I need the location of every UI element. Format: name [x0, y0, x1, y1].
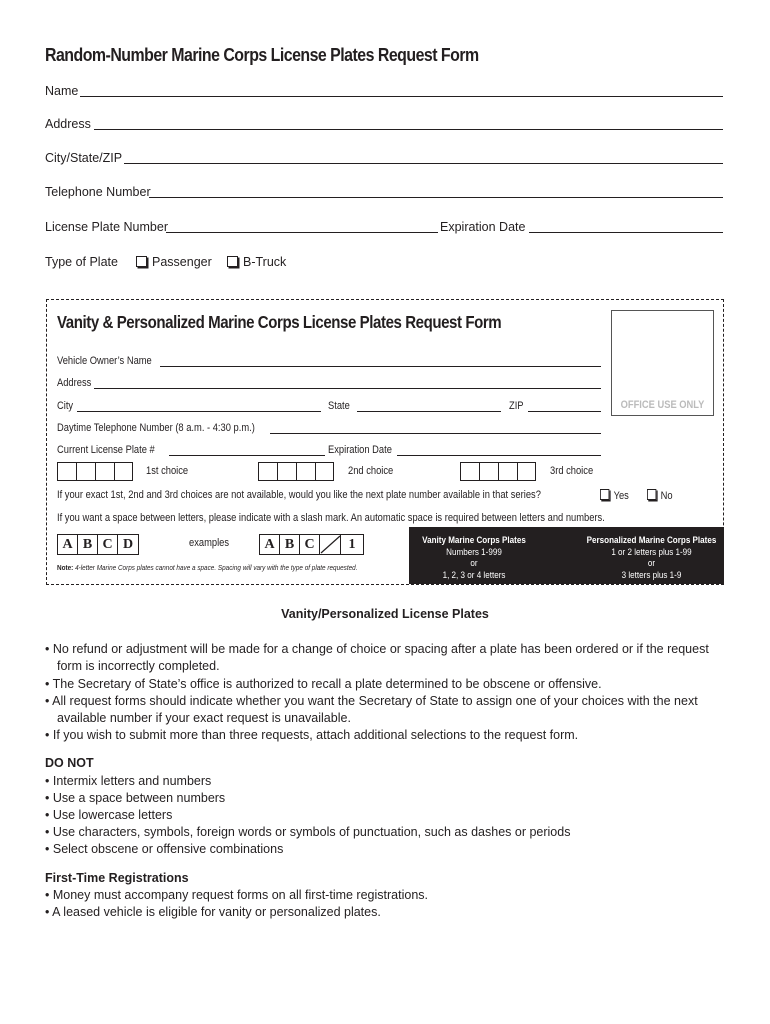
do-not-item: • Use lowercase letters	[45, 808, 173, 822]
owner-name-label: Vehicle Owner’s Name	[57, 355, 152, 367]
second-choice-cells[interactable]	[258, 462, 334, 481]
current-plate-field[interactable]	[169, 455, 325, 456]
first-time-item: • A leased vehicle is eligible for vanity or personalized plates.	[45, 905, 381, 919]
expiration-label: Expiration Date	[440, 220, 526, 234]
type-of-plate-label: Type of Plate	[45, 255, 118, 269]
do-not-item: • Use characters, symbols, foreign words or symbols of punctuation, such as dashes or periods	[45, 825, 571, 839]
plate-format-box	[409, 527, 724, 584]
example-plate-abc1: A B C 1	[259, 534, 364, 555]
office-use-box	[611, 310, 714, 416]
bullet-assign-cont: available number if your exact request is unavailable.	[57, 711, 351, 725]
vanity-state-label: State	[328, 400, 350, 412]
vanity-expiration-label: Expiration Date	[328, 444, 392, 456]
do-not-item: • Select obscene or offensive combinations	[45, 842, 284, 856]
random-form-title: Random-Number Marine Corps License Plates Request Form	[45, 44, 479, 65]
second-choice-label: 2nd choice	[348, 465, 394, 477]
no-checkbox[interactable]	[647, 489, 656, 500]
vanity-address-label: Address	[57, 377, 92, 389]
bullet-no-refund-cont: form is incorrectly completed.	[57, 659, 220, 673]
telephone-label: Telephone Number	[45, 185, 151, 199]
daytime-phone-field[interactable]	[270, 433, 601, 434]
yes-option[interactable]	[600, 489, 629, 502]
office-use-label: OFFICE USE ONLY	[620, 399, 705, 411]
plate-number-field[interactable]	[166, 232, 438, 233]
b-truck-option[interactable]	[227, 255, 286, 269]
no-option[interactable]	[647, 489, 673, 502]
third-choice-label: 3rd choice	[550, 465, 594, 477]
first-choice-cells[interactable]	[57, 462, 133, 481]
vanity-zip-field[interactable]	[528, 411, 601, 412]
do-not-heading: DO NOT	[45, 756, 94, 770]
vanity-address-field[interactable]	[94, 388, 601, 389]
passenger-option[interactable]	[136, 255, 212, 269]
b-truck-label: B-Truck	[243, 255, 287, 269]
address-field[interactable]	[94, 129, 723, 130]
plate-number-label: License Plate Number	[45, 220, 168, 234]
passenger-checkbox[interactable]	[136, 256, 147, 267]
telephone-field[interactable]	[149, 197, 723, 198]
passenger-label: Passenger	[152, 255, 212, 269]
first-time-heading: First-Time Registrations	[45, 871, 189, 885]
vanity-format-column: Vanity Marine Corps Plates Numbers 1-999 or 1, 2, 3 or 4 letters	[422, 535, 526, 581]
slash-icon	[320, 535, 341, 554]
yes-checkbox[interactable]	[600, 489, 609, 500]
bullet-assign: • All request forms should indicate whether you want the Secretary of State to assign one of your choices with the next	[45, 694, 698, 708]
name-label: Name	[45, 84, 79, 98]
vanity-state-field[interactable]	[357, 411, 501, 412]
next-plate-question: If your exact 1st, 2nd and 3rd choices are not available, would you like the next plate number available in that series?	[57, 489, 541, 501]
examples-label: examples	[189, 537, 230, 549]
owner-name-field[interactable]	[160, 366, 601, 367]
first-time-item: • Money must accompany request forms on all first-time registrations.	[45, 888, 428, 902]
do-not-item: • Intermix letters and numbers	[45, 774, 212, 788]
yes-label: Yes	[613, 490, 629, 502]
vanity-form-title: Vanity & Personalized Marine Corps License Plates Request Form	[57, 312, 502, 332]
spacing-note: Note: 4-letter Marine Corps plates cannot have a space. Spacing will vary with the type of plate requested.	[57, 563, 358, 572]
vanity-zip-label: ZIP	[509, 400, 524, 412]
b-truck-checkbox[interactable]	[227, 256, 238, 267]
do-not-item: • Use a space between numbers	[45, 791, 226, 805]
first-choice-label: 1st choice	[146, 465, 189, 477]
current-plate-label: Current License Plate #	[57, 444, 155, 456]
expiration-field[interactable]	[529, 232, 723, 233]
bullet-no-refund: • No refund or adjustment will be made for a change of choice or spacing after a plate has been ordered or if the request	[45, 642, 709, 656]
city-state-zip-field[interactable]	[124, 163, 723, 164]
city-state-zip-label: City/State/ZIP	[45, 151, 123, 165]
example-plate-abcd: A B C D	[57, 534, 139, 555]
no-label: No	[660, 490, 673, 502]
info-heading: Vanity/Personalized License Plates	[281, 607, 489, 621]
daytime-phone-label: Daytime Telephone Number (8 a.m. - 4:30 p.m.)	[57, 422, 255, 434]
space-note: If you want a space between letters, please indicate with a slash mark. An automatic space is required between letters and numbers.	[57, 512, 605, 524]
bullet-recall: • The Secretary of State’s office is authorized to recall a plate determined to be obscene or offensive.	[45, 677, 602, 691]
vanity-city-label: City	[57, 400, 74, 412]
address-label: Address	[45, 117, 91, 131]
vanity-expiration-field[interactable]	[397, 455, 601, 456]
vanity-city-field[interactable]	[77, 411, 321, 412]
third-choice-cells[interactable]	[460, 462, 536, 481]
personalized-format-column: Personalized Marine Corps Plates 1 or 2 letters plus 1-99 or 3 letters plus 1-9	[586, 535, 717, 581]
slash-mark	[320, 535, 341, 554]
bullet-more-requests: • If you wish to submit more than three requests, attach additional selections to the request form.	[45, 728, 579, 742]
name-field[interactable]	[80, 96, 723, 97]
